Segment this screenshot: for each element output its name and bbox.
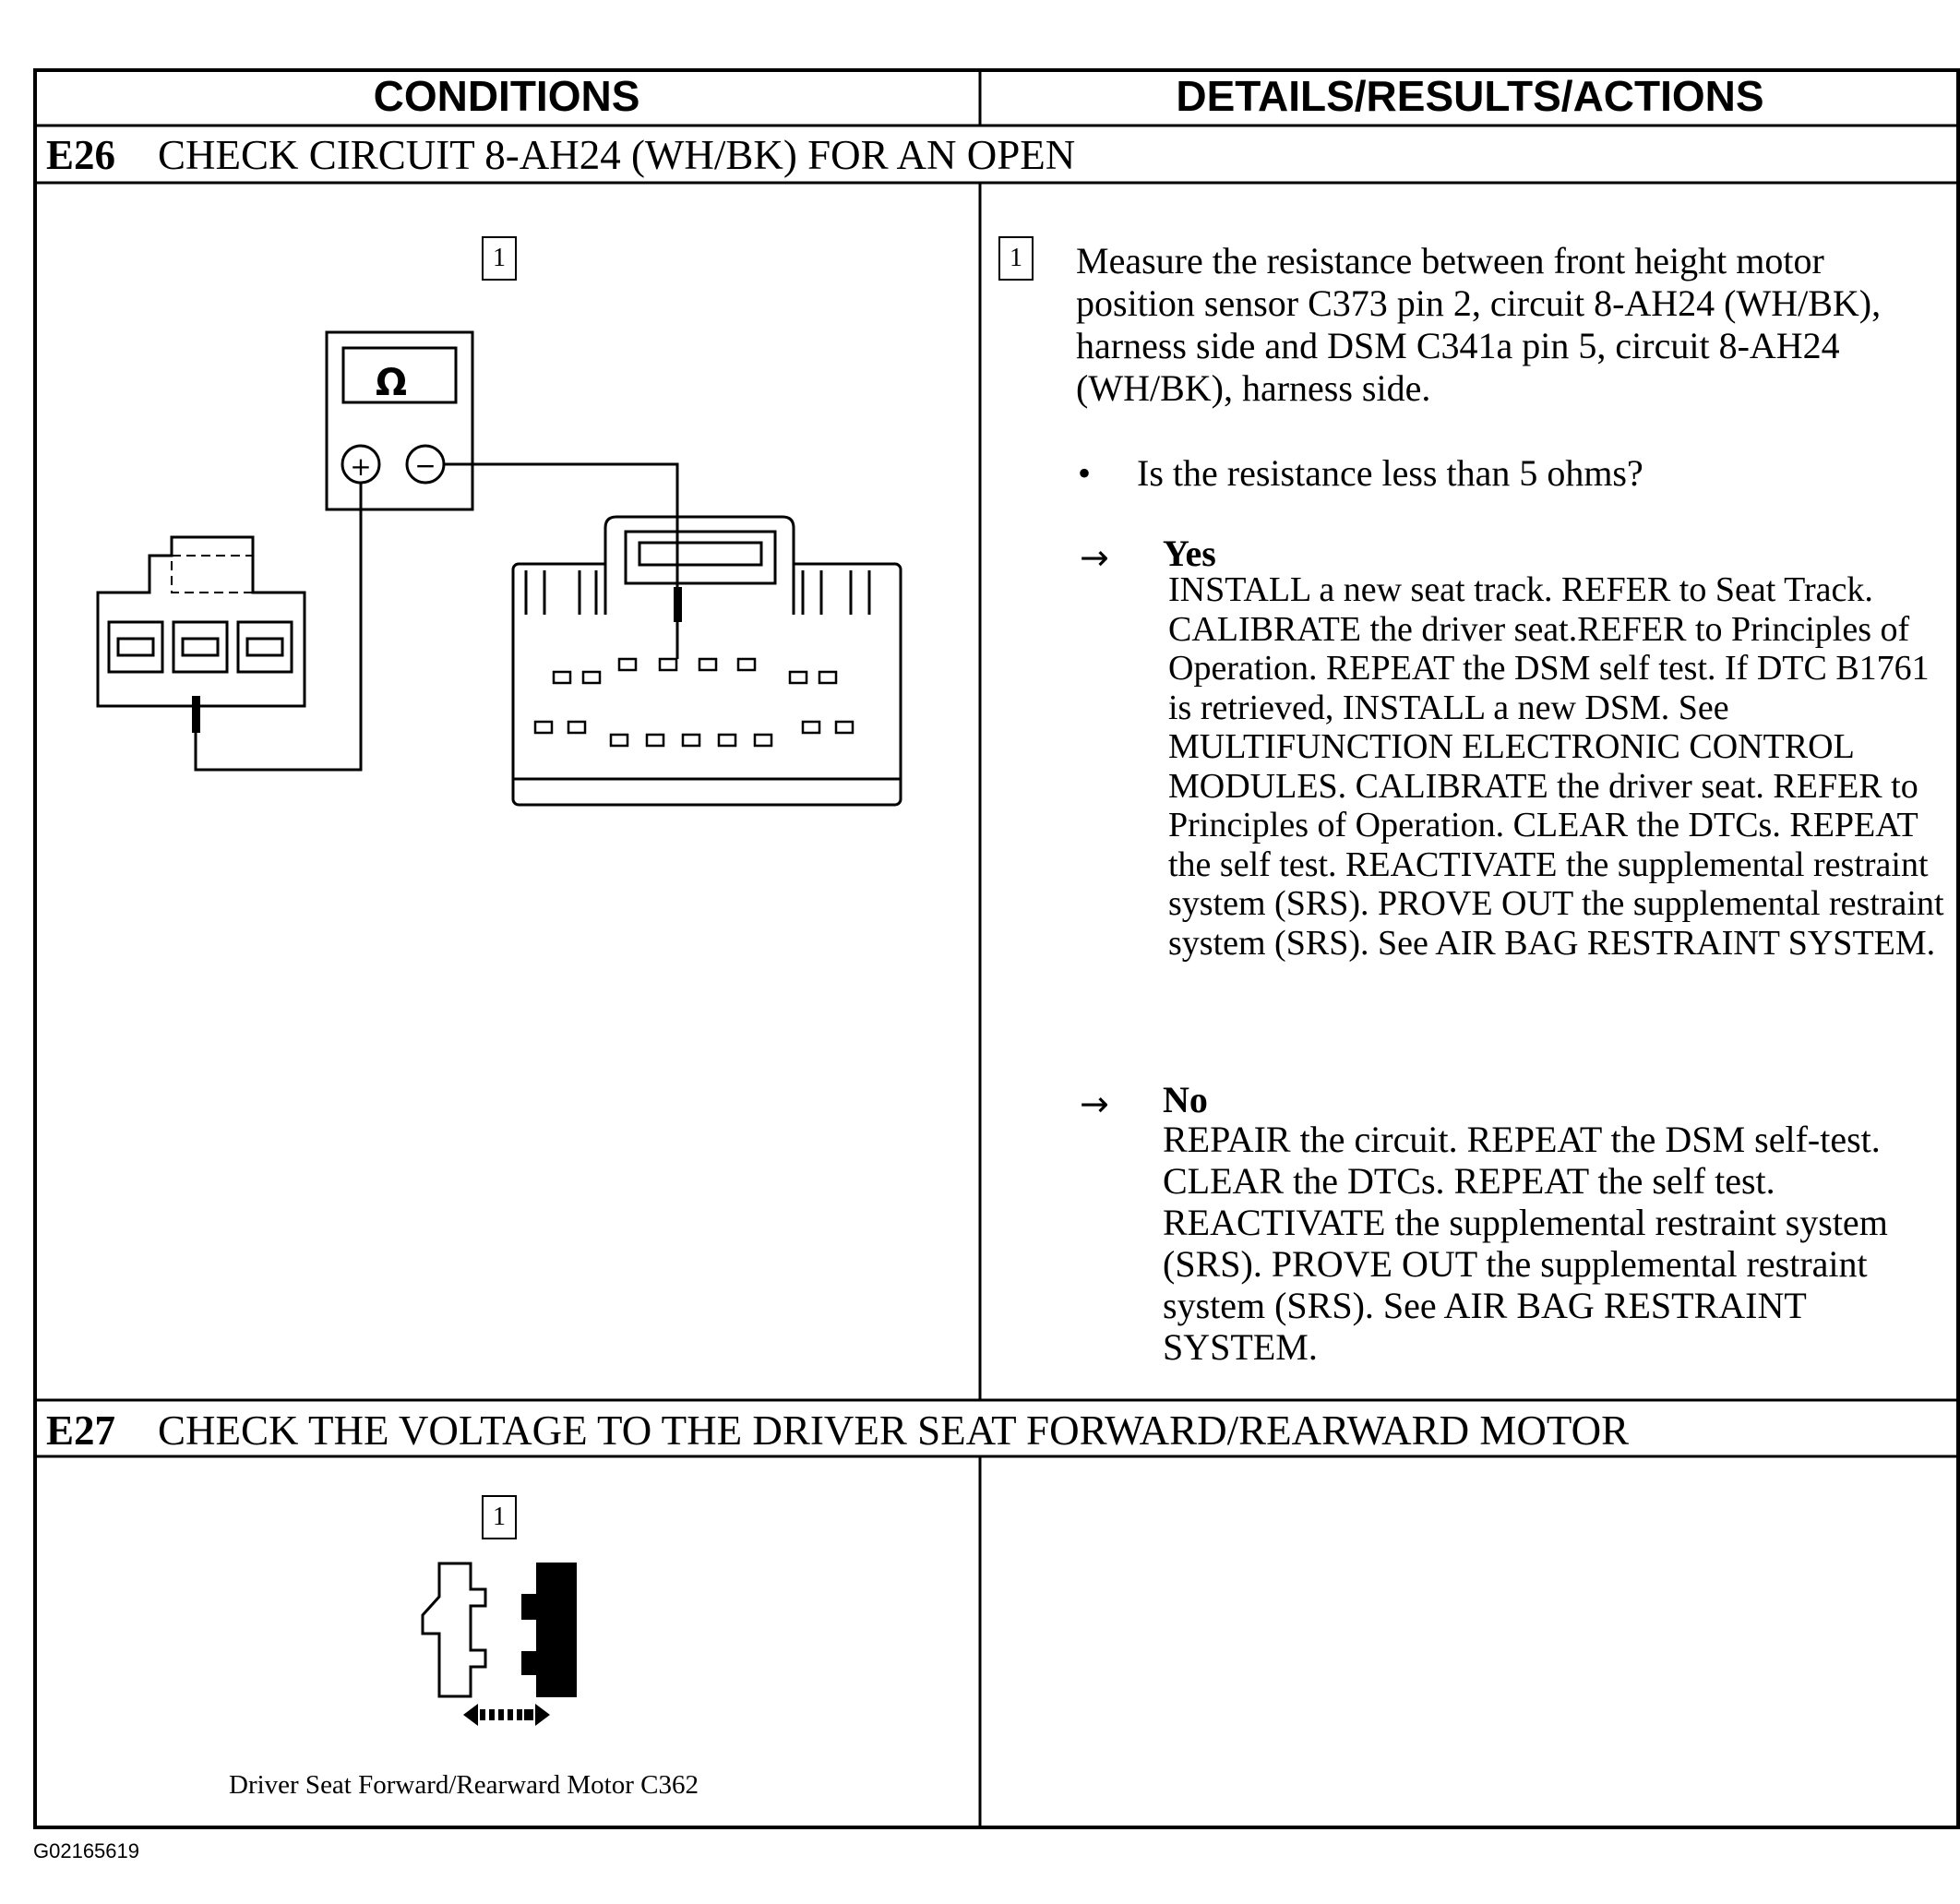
motor-connector-caption: Driver Seat Forward/Rearward Motor C362 bbox=[229, 1770, 699, 1800]
e27-motor-connector-diagram bbox=[33, 68, 980, 1829]
yes-label: Yes bbox=[1163, 533, 1216, 574]
yes-action-text: INSTALL a new seat track. REFER to Seat Track. CALIBRATE the driver seat.REFER to Principles of Operation. REPEAT the DSM self test. If DTC B1761 is retrieved, INSTALL a new DSM. See MULTIFUNCTION ELECTRONIC CONTROL MODULES. CALIBRATE the driver seat. REFER to Principles of Operation. CLEAR the DTCs. REPEAT the self test. REACTIVATE the supplemental restraint system (SRS). PROVE OUT the supplemental restraint system (SRS). See AIR BAG RESTRAINT SYSTEM. bbox=[1168, 570, 1944, 963]
resistance-question: Is the resistance less than 5 ohms? bbox=[1137, 452, 1643, 494]
probe-plus-icon: + bbox=[350, 451, 372, 482]
forward-rearward-arrow-icon bbox=[463, 1704, 550, 1726]
measure-instruction: Measure the resistance between front height motor position sensor C373 pin 2, circuit 8-AH24 (WH/BK), harness side and DSM C341a pin 5, circuit 8-AH24 (WH/BK), harness side. bbox=[1076, 240, 1882, 409]
motor-connector-c362-icon bbox=[423, 1563, 576, 1696]
bullet-icon: • bbox=[1078, 452, 1092, 494]
figure-id: G02165619 bbox=[33, 1839, 139, 1862]
no-label: No bbox=[1163, 1079, 1208, 1120]
diagram-step-box: 1 bbox=[482, 236, 517, 281]
step-title-text: CHECK THE VOLTAGE TO THE DRIVER SEAT FORWARD/REARWARD MOTOR bbox=[158, 1407, 1630, 1454]
meter-ohm-symbol: Ω bbox=[375, 362, 408, 404]
step-number: E27 bbox=[46, 1407, 116, 1454]
diagram-step-box: 1 bbox=[482, 1495, 517, 1539]
procedure-table bbox=[33, 68, 1960, 1829]
no-action-text: REPAIR the circuit. REPEAT the DSM self-test. CLEAR the DTCs. REPEAT the self test. REACTIVATE the supplemental restraint system (SRS). PROVE OUT the supplemental restraint system (SRS). See AIR BAG RESTRAINT SYSTEM. bbox=[1163, 1119, 1888, 1368]
step-title-text: CHECK CIRCUIT 8-AH24 (WH/BK) FOR AN OPEN bbox=[158, 132, 1076, 178]
detail-step-box: 1 bbox=[998, 236, 1034, 281]
probe-minus-icon: − bbox=[414, 450, 436, 481]
yes-arrow-icon: → bbox=[1080, 537, 1109, 578]
header-conditions: CONDITIONS bbox=[373, 71, 640, 120]
step-number: E26 bbox=[46, 132, 116, 178]
no-arrow-icon: → bbox=[1080, 1084, 1109, 1124]
header-details-results-actions: DETAILS/RESULTS/ACTIONS bbox=[1176, 71, 1764, 120]
